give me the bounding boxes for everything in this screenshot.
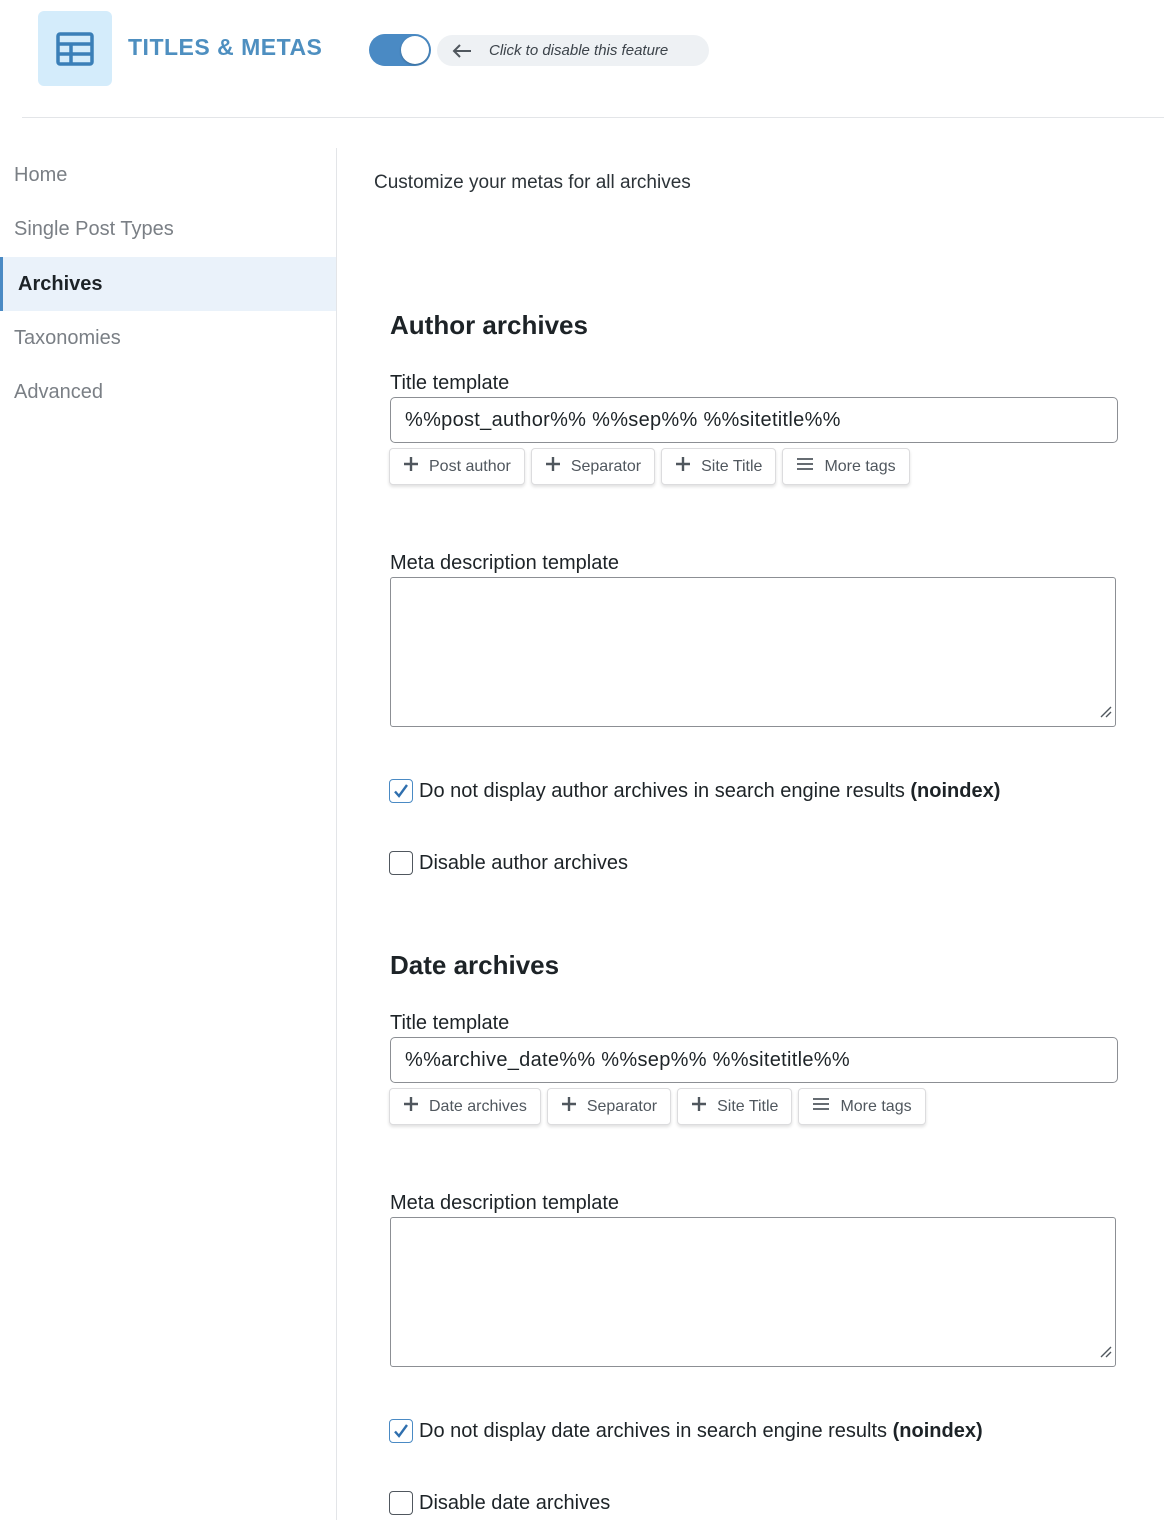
page-title: TITLES & METAS: [128, 34, 323, 60]
disable-date-checkbox[interactable]: [389, 1491, 413, 1515]
author-title-input[interactable]: %%post_author%% %%sep%% %%sitetitle%%: [390, 397, 1118, 443]
noindex-suffix: (noindex): [892, 1419, 983, 1442]
disable-author-checkbox[interactable]: [389, 851, 413, 875]
plus-icon: [561, 1096, 577, 1117]
menu-lines-icon: [796, 457, 814, 476]
disable-author-text: Disable author archives: [419, 851, 628, 874]
toggle-hint[interactable]: [437, 35, 709, 66]
disable-date-option[interactable]: [389, 1491, 610, 1515]
disable-date-text: Disable date archives: [419, 1491, 611, 1514]
add-site-title-button[interactable]: [661, 448, 776, 485]
plus-icon: [675, 456, 691, 477]
arrow-left-icon: [451, 43, 473, 59]
sidebar-item-label: Taxonomies: [14, 326, 121, 349]
sidebar-item-taxonomies[interactable]: [0, 311, 336, 365]
disable-author-option[interactable]: [389, 851, 628, 875]
author-noindex-option[interactable]: [389, 779, 1000, 803]
author-title-label: Title template: [390, 372, 510, 394]
author-noindex-checkbox[interactable]: [389, 779, 413, 803]
sidebar-item-label: Archives: [18, 272, 103, 295]
plus-icon: [691, 1096, 707, 1117]
date-title-input[interactable]: %%archive_date%% %%sep%% %%sitetitle%%: [390, 1037, 1118, 1083]
plus-icon: [403, 456, 419, 477]
author-noindex-text: Do not display author archives in search engine results (noindex): [419, 779, 1001, 802]
date-noindex-text: Do not display date archives in search engine results (noindex): [419, 1419, 983, 1442]
tag-button-label: More tags: [824, 457, 896, 475]
table-layout-icon: [38, 11, 112, 86]
tag-button-label: Date archives: [429, 1097, 527, 1115]
sidebar-item-label: Single Post Types: [14, 217, 174, 240]
add-separator-button[interactable]: [531, 448, 655, 485]
main-content: [337, 148, 1164, 1520]
more-tags-button[interactable]: [782, 448, 909, 485]
feature-toggle[interactable]: [369, 34, 431, 66]
toggle-knob: [401, 36, 429, 64]
date-meta-textarea[interactable]: [390, 1217, 1116, 1367]
date-title-label: Title template: [390, 1012, 510, 1034]
intro-text: Customize your metas for all archives: [374, 172, 691, 193]
tag-button-label: Post author: [429, 457, 511, 475]
sidebar-item-home[interactable]: [0, 148, 336, 202]
date-noindex-option[interactable]: [389, 1419, 983, 1443]
tag-button-label: Site Title: [701, 457, 763, 475]
plus-icon: [545, 456, 561, 477]
tag-button-label: Separator: [586, 1097, 658, 1115]
resize-handle-icon[interactable]: [1098, 704, 1112, 723]
sidebar-item-label: Home: [14, 163, 68, 186]
sidebar-item-advanced[interactable]: [0, 365, 336, 419]
plus-icon: [403, 1096, 419, 1117]
date-tag-buttons: [389, 1088, 926, 1125]
resize-handle-icon[interactable]: [1098, 1344, 1112, 1363]
author-tag-buttons: [389, 448, 910, 485]
sidebar-nav: [0, 148, 337, 1520]
header-divider: [22, 117, 1164, 118]
sidebar-item-archives[interactable]: [0, 257, 336, 311]
date-meta-label: Meta description template: [390, 1192, 620, 1214]
add-date-archives-button[interactable]: [389, 1088, 541, 1125]
author-meta-textarea[interactable]: [390, 577, 1116, 727]
author-archives-heading: Author archives: [390, 310, 588, 340]
menu-lines-icon: [812, 1097, 830, 1116]
add-separator-button[interactable]: [547, 1088, 671, 1125]
tag-button-label: More tags: [840, 1097, 912, 1115]
add-site-title-button[interactable]: [677, 1088, 792, 1125]
author-meta-label: Meta description template: [390, 552, 620, 574]
toggle-hint-text: Click to disable this feature: [489, 42, 669, 59]
more-tags-button[interactable]: [798, 1088, 925, 1125]
date-noindex-checkbox[interactable]: [389, 1419, 413, 1443]
feature-header: [0, 0, 1164, 118]
sidebar-item-single-post-types[interactable]: [0, 202, 336, 256]
noindex-suffix: (noindex): [910, 779, 1001, 802]
tag-button-label: Separator: [570, 457, 642, 475]
date-archives-heading: Date archives: [390, 950, 560, 980]
add-post-author-button[interactable]: [389, 448, 525, 485]
sidebar-item-label: Advanced: [14, 380, 103, 403]
tag-button-label: Site Title: [717, 1097, 779, 1115]
